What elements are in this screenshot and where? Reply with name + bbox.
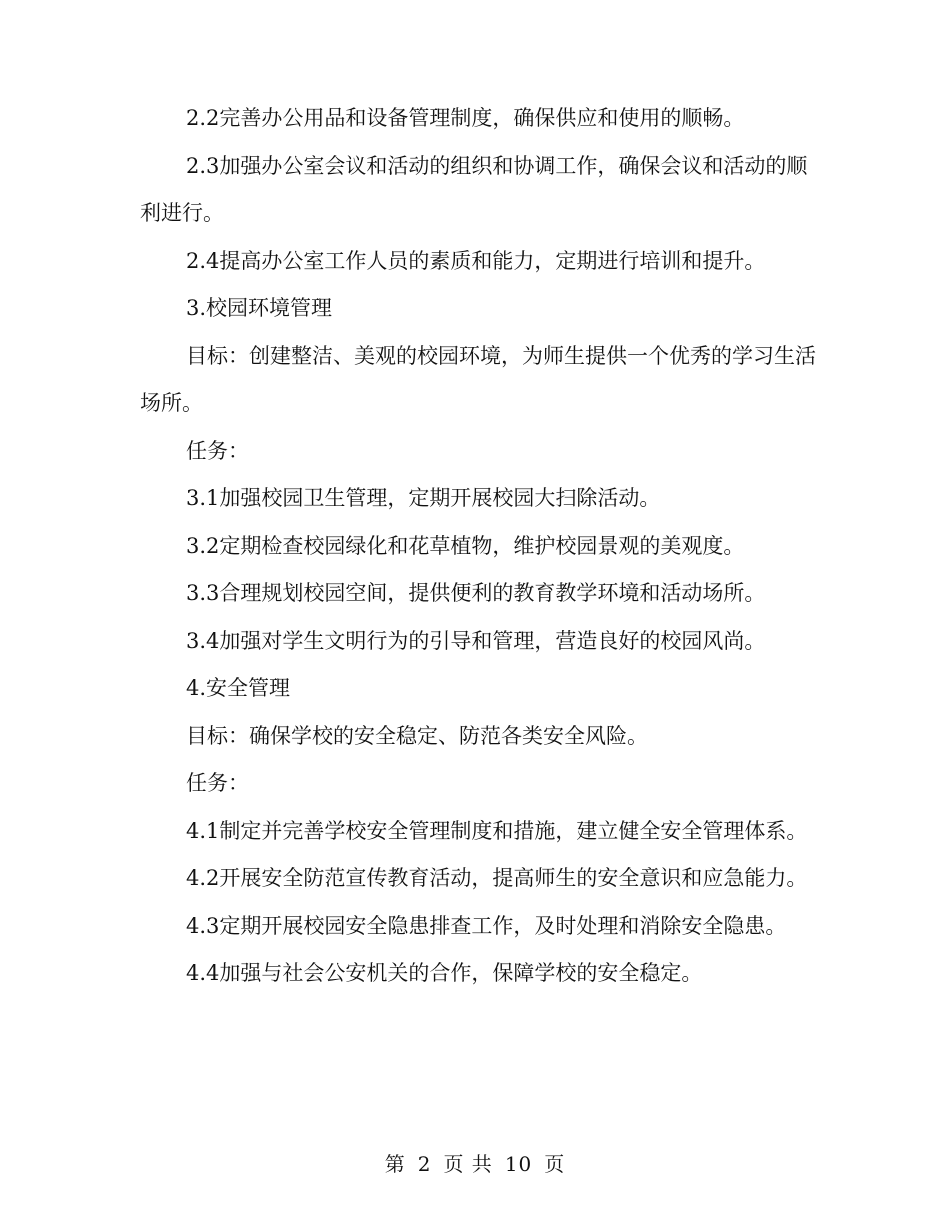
paragraph: 4.2开展安全防范宣传教育活动，提高师生的安全意识和应急能力。	[186, 866, 808, 890]
paragraph: 3.4加强对学生文明行为的引导和管理，营造良好的校园风尚。	[186, 628, 766, 653]
total-pages-number: 10	[504, 1152, 533, 1176]
paragraph: 4.4加强与社会公安机关的合作，保障学校的安全稳定。	[186, 961, 703, 985]
footer-prefix: 第	[384, 1152, 406, 1176]
paragraph: 4.3定期开展校园安全隐患排查工作，及时处理和消除安全隐患。	[186, 913, 787, 938]
current-page-number: 2	[417, 1152, 432, 1176]
footer-suffix: 页	[544, 1152, 566, 1176]
paragraph: 2.2完善办公用品和设备管理制度，确保供应和使用的顺畅。	[186, 106, 745, 130]
paragraph: 2.3加强办公室会议和活动的组织和协调工作，确保会议和活动的顺利进行。	[140, 153, 808, 225]
section-heading: 4.安全管理	[186, 676, 291, 700]
paragraph: 2.4提高办公室工作人员的素质和能力，定期进行培训和提升。	[186, 248, 766, 273]
footer-middle: 页 共	[443, 1152, 493, 1176]
paragraph: 3.3合理规划校园空间，提供便利的教育教学环境和活动场所。	[186, 581, 766, 605]
paragraph: 目标：确保学校的安全稳定、防范各类安全风险。	[186, 723, 648, 748]
page-body	[140, 95, 820, 998]
paragraph: 任务：	[186, 771, 249, 795]
paragraph: 任务：	[186, 438, 249, 463]
page-footer	[0, 1148, 950, 1177]
paragraph: 4.1制定并完善学校安全管理制度和措施，建立健全安全管理体系。	[186, 818, 808, 843]
paragraph: 目标：创建整洁、美观的校园环境，为师生提供一个优秀的学习生活场所。	[140, 343, 816, 415]
paragraph: 3.2定期检查校园绿化和花草植物，维护校园景观的美观度。	[186, 533, 745, 558]
section-heading: 3.校园环境管理	[186, 296, 333, 320]
paragraph: 3.1加强校园卫生管理，定期开展校园大扫除活动。	[186, 486, 661, 510]
